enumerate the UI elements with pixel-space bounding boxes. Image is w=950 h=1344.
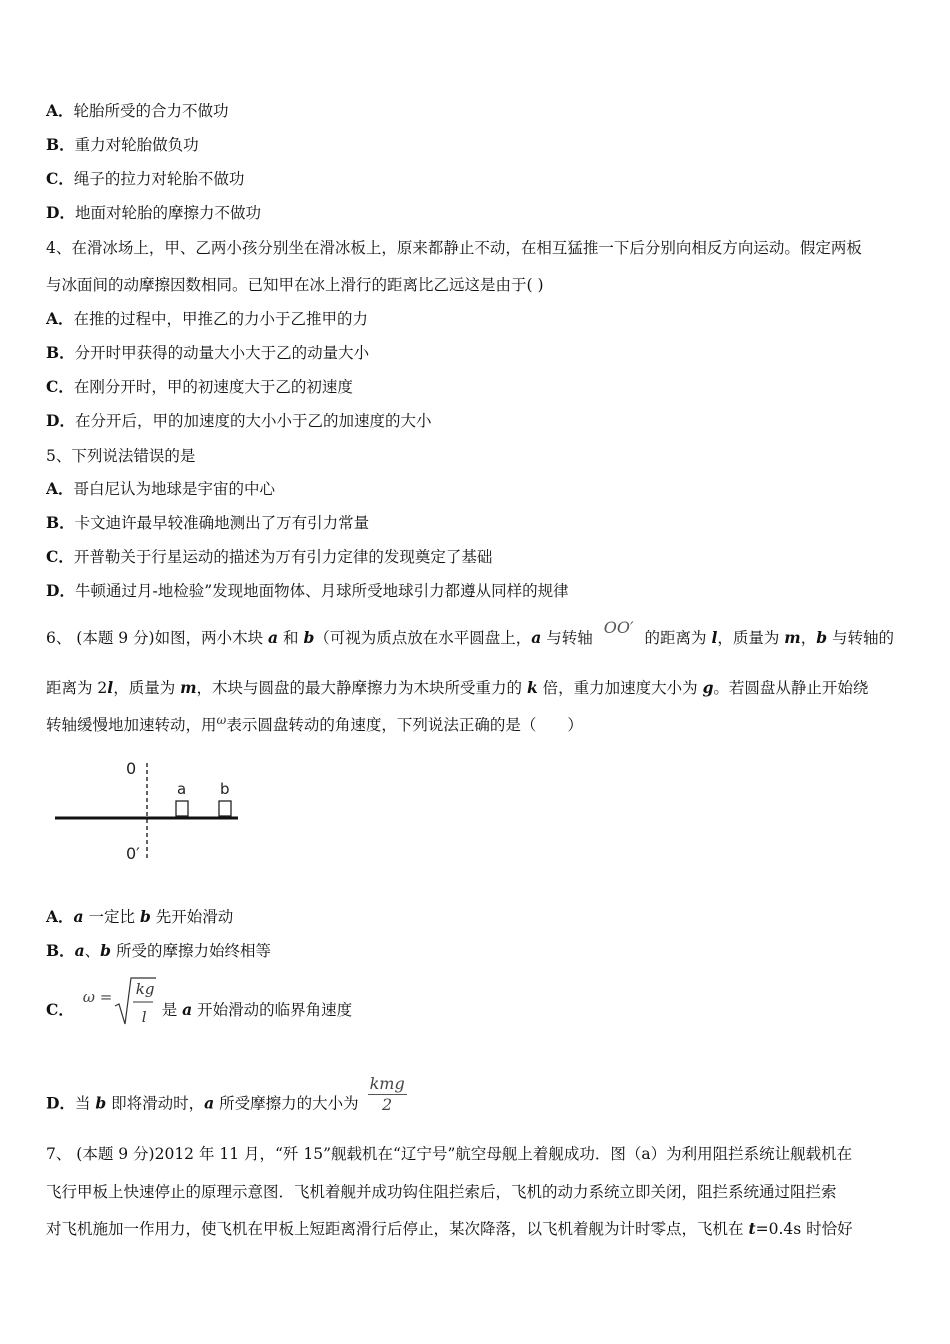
block-a-label: a xyxy=(177,780,187,798)
disk-diagram xyxy=(50,755,250,870)
q5-stem: 5、下列说法错误的是 xyxy=(46,447,196,465)
axis-label-top: 0 xyxy=(126,759,137,778)
q6-option-d: D．当 b 即将滑动时，a 所受摩擦力的大小为 $\frac{\text{kmg}}{2}$ xyxy=(46,1074,405,1114)
block-b xyxy=(219,801,231,816)
q3-option-c: C．绳子的拉力对轮胎不做功 xyxy=(46,169,245,188)
axis-oo-prime: OO′ xyxy=(603,618,634,637)
omega-formula: ω = kg l xyxy=(79,1000,157,1022)
q3-option-b: B．重力对轮胎做负功 xyxy=(46,135,199,154)
q7-stem-line1: 7、 (本题 9 分)2012 年 11 月，“歼 15”舰载机在“辽宁号”航空母舰上着舰成功．图（a）为利用阻拦系统让舰载机在 xyxy=(46,1145,853,1163)
omega-symbol: ω xyxy=(216,713,227,727)
block-b-label: b xyxy=(220,780,230,798)
q4-option-d: D．在分开后，甲的加速度的大小小于乙的加速度的大小 xyxy=(46,411,432,430)
q6-stem-line2: 距离为 2l，质量为 m，木块与圆盘的最大静摩擦力为木块所受重力的 k 倍，重力加速度大小为 g。若圆盘从静止开始绕 xyxy=(46,678,869,697)
q5-option-b: B．卡文迪许最早较准确地测出了万有引力常量 xyxy=(46,513,370,532)
q4-option-a: A．在推的过程中，甲推乙的力小于乙推甲的力 xyxy=(46,309,369,328)
q5-option-d: D．牛顿通过月-地检验”发现地面物体、月球所受地球引力都遵从同样的规律 xyxy=(46,581,569,600)
q7-stem-line3: 对飞机施加一作用力，使飞机在甲板上短距离滑行后停止，某次降落，以飞机着舰为计时零点，飞机在 t=0.4s 时恰好 xyxy=(46,1219,853,1238)
kmg-over-2: $\frac{\text{kmg}}{2}$ xyxy=(369,1074,405,1114)
q3-option-a: A．轮胎所受的合力不做功 xyxy=(46,101,229,120)
block-a xyxy=(176,801,188,816)
q6-stem-line3: 转轴缓慢地加速转动，用$^\omega$表示圆盘转动的角速度，下列说法正确的是（ ） xyxy=(46,713,583,734)
q4-stem-line2: 与冰面间的动摩擦因数相同。已知甲在冰上滑行的距离比乙远这是由于( ) xyxy=(46,276,544,294)
q6-stem-line1: 6、 (本题 9 分)如图，两小木块 a 和 b（可视为质点放在水平圆盘上，a 与转轴 OO′ 的距离为 l，质量为 m，b 与转轴的 xyxy=(46,618,894,647)
axis-label-bottom: 0′ xyxy=(126,844,140,863)
q6-option-a: A．a 一定比 b 先开始滑动 xyxy=(46,907,234,926)
q7-stem-line2: 飞行甲板上快速停止的原理示意图．飞机着舰并成功钩住阻拦索后，飞机的动力系统立即关闭，阻拦系统通过阻拦索 xyxy=(46,1183,837,1201)
q5-option-c: C．开普勒关于行星运动的描述为万有引力定律的发现奠定了基础 xyxy=(46,547,493,566)
q6-option-b: B．a、b 所受的摩擦力始终相等 xyxy=(46,941,271,960)
q4-option-c: C．在刚分开时，甲的初速度大于乙的初速度 xyxy=(46,377,353,396)
q5-option-a: A．哥白尼认为地球是宇宙的中心 xyxy=(46,479,276,498)
q6-option-c: C． ω = kg l 是 a 开始滑动的临界角速度 xyxy=(46,999,352,1022)
q4-stem-line1: 4、在滑冰场上，甲、乙两小孩分别坐在滑冰板上，原来都静止不动，在相互猛推一下后分别向相反方向运动。假定两板 xyxy=(46,239,862,257)
q3-option-d: D．地面对轮胎的摩擦力不做功 xyxy=(46,203,261,222)
q4-option-b: B．分开时甲获得的动量大小大于乙的动量大小 xyxy=(46,343,370,362)
